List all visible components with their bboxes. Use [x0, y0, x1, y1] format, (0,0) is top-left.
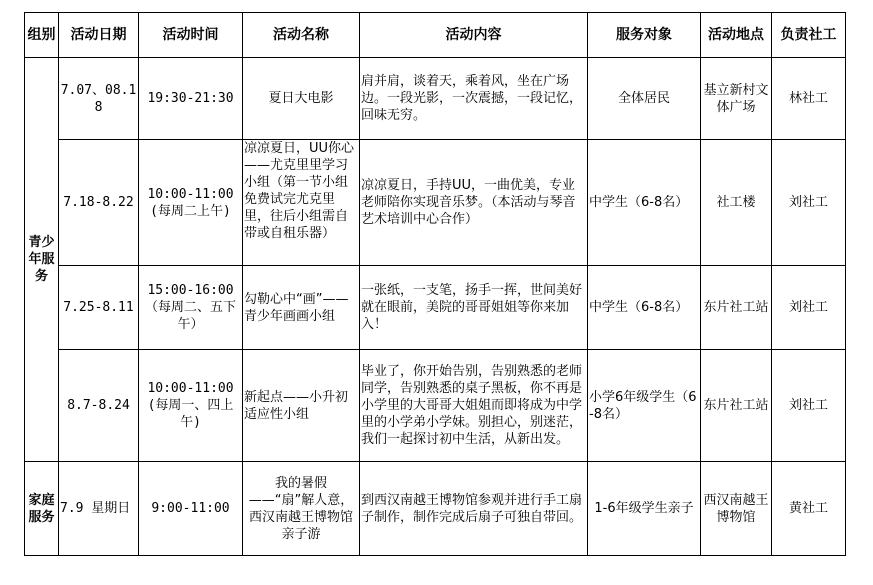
cell-place: 东片社工站	[701, 350, 772, 462]
header-time: 活动时间	[139, 13, 243, 58]
cell-place: 西汉南越王博物馆	[701, 462, 772, 556]
cell-content: 凉凉夏日，手持UU，一曲优美，专业老师陪你实现音乐梦。（本活动与琴音艺术培训中心合作）	[360, 140, 588, 266]
header-row	[25, 13, 846, 58]
cell-date: 7.25-8.11	[59, 266, 139, 350]
table-row	[25, 58, 846, 140]
group-youth: 青少年服务	[25, 58, 59, 462]
header-target: 服务对象	[588, 13, 701, 58]
cell-time: 9:00-11:00	[139, 462, 243, 556]
cell-place: 基立新村文体广场	[701, 58, 772, 140]
cell-worker: 刘社工	[772, 266, 846, 350]
table-row	[25, 350, 846, 462]
header-name: 活动名称	[243, 13, 360, 58]
activity-schedule-table	[24, 12, 846, 556]
cell-worker: 黄社工	[772, 462, 846, 556]
cell-target: 中学生（6-8名）	[588, 140, 701, 266]
table-row	[25, 462, 846, 556]
cell-name: 勾勒心中“画”——青少年画画小组	[243, 266, 360, 350]
cell-worker: 林社工	[772, 58, 846, 140]
cell-time: 19:30-21:30	[139, 58, 243, 140]
cell-content: 一张纸，一支笔，扬手一挥，世间美好就在眼前，美院的哥哥姐姐等你来加入！	[360, 266, 588, 350]
cell-content: 肩并肩，谈着天，乘着风，坐在广场边。一段光影，一次震撼，一段记忆，回味无穷。	[360, 58, 588, 140]
header-place: 活动地点	[701, 13, 772, 58]
cell-time: 10:00-11:00(每周一、四上午)	[139, 350, 243, 462]
cell-target: 1-6年级学生亲子	[588, 462, 701, 556]
cell-target: 中学生（6-8名）	[588, 266, 701, 350]
header-worker: 负责社工	[772, 13, 846, 58]
table-row	[25, 266, 846, 350]
table-row	[25, 140, 846, 266]
cell-time: 10:00-11:00(每周二上午)	[139, 140, 243, 266]
header-date: 活动日期	[59, 13, 139, 58]
cell-date: 7.9 星期日	[59, 462, 139, 556]
cell-place: 社工楼	[701, 140, 772, 266]
cell-date: 8.7-8.24	[59, 350, 139, 462]
cell-worker: 刘社工	[772, 140, 846, 266]
cell-target: 全体居民	[588, 58, 701, 140]
cell-time: 15:00-16:00（每周二、五下午）	[139, 266, 243, 350]
cell-content: 到西汉南越王博物馆参观并进行手工扇子制作，制作完成后扇子可独自带回。	[360, 462, 588, 556]
cell-target: 小学6年级学生（6-8名）	[588, 350, 701, 462]
cell-date: 7.18-8.22	[59, 140, 139, 266]
header-content: 活动内容	[360, 13, 588, 58]
cell-date: 7.07、08.18	[59, 58, 139, 140]
header-group: 组别	[25, 13, 59, 58]
cell-place: 东片社工站	[701, 266, 772, 350]
cell-worker: 刘社工	[772, 350, 846, 462]
cell-name: 新起点——小升初适应性小组	[243, 350, 360, 462]
cell-content: 毕业了，你开始告别，告别熟悉的老师同学，告别熟悉的桌子黑板，你不再是小学里的大哥哥大姐姐而即将成为中学里的小学弟小学妹。别担心，别迷茫，我们一起探讨初中生活，从新出发。	[360, 350, 588, 462]
group-family: 家庭服务	[25, 462, 59, 556]
cell-name: 夏日大电影	[243, 58, 360, 140]
cell-name: 我的暑假——“扇”解人意，西汉南越王博物馆亲子游	[243, 462, 360, 556]
cell-name: 凉凉夏日，UU你心——尤克里里学习小组（第一节小组免费试完尤克里里，往后小组需自带或自租乐器）	[243, 140, 360, 266]
